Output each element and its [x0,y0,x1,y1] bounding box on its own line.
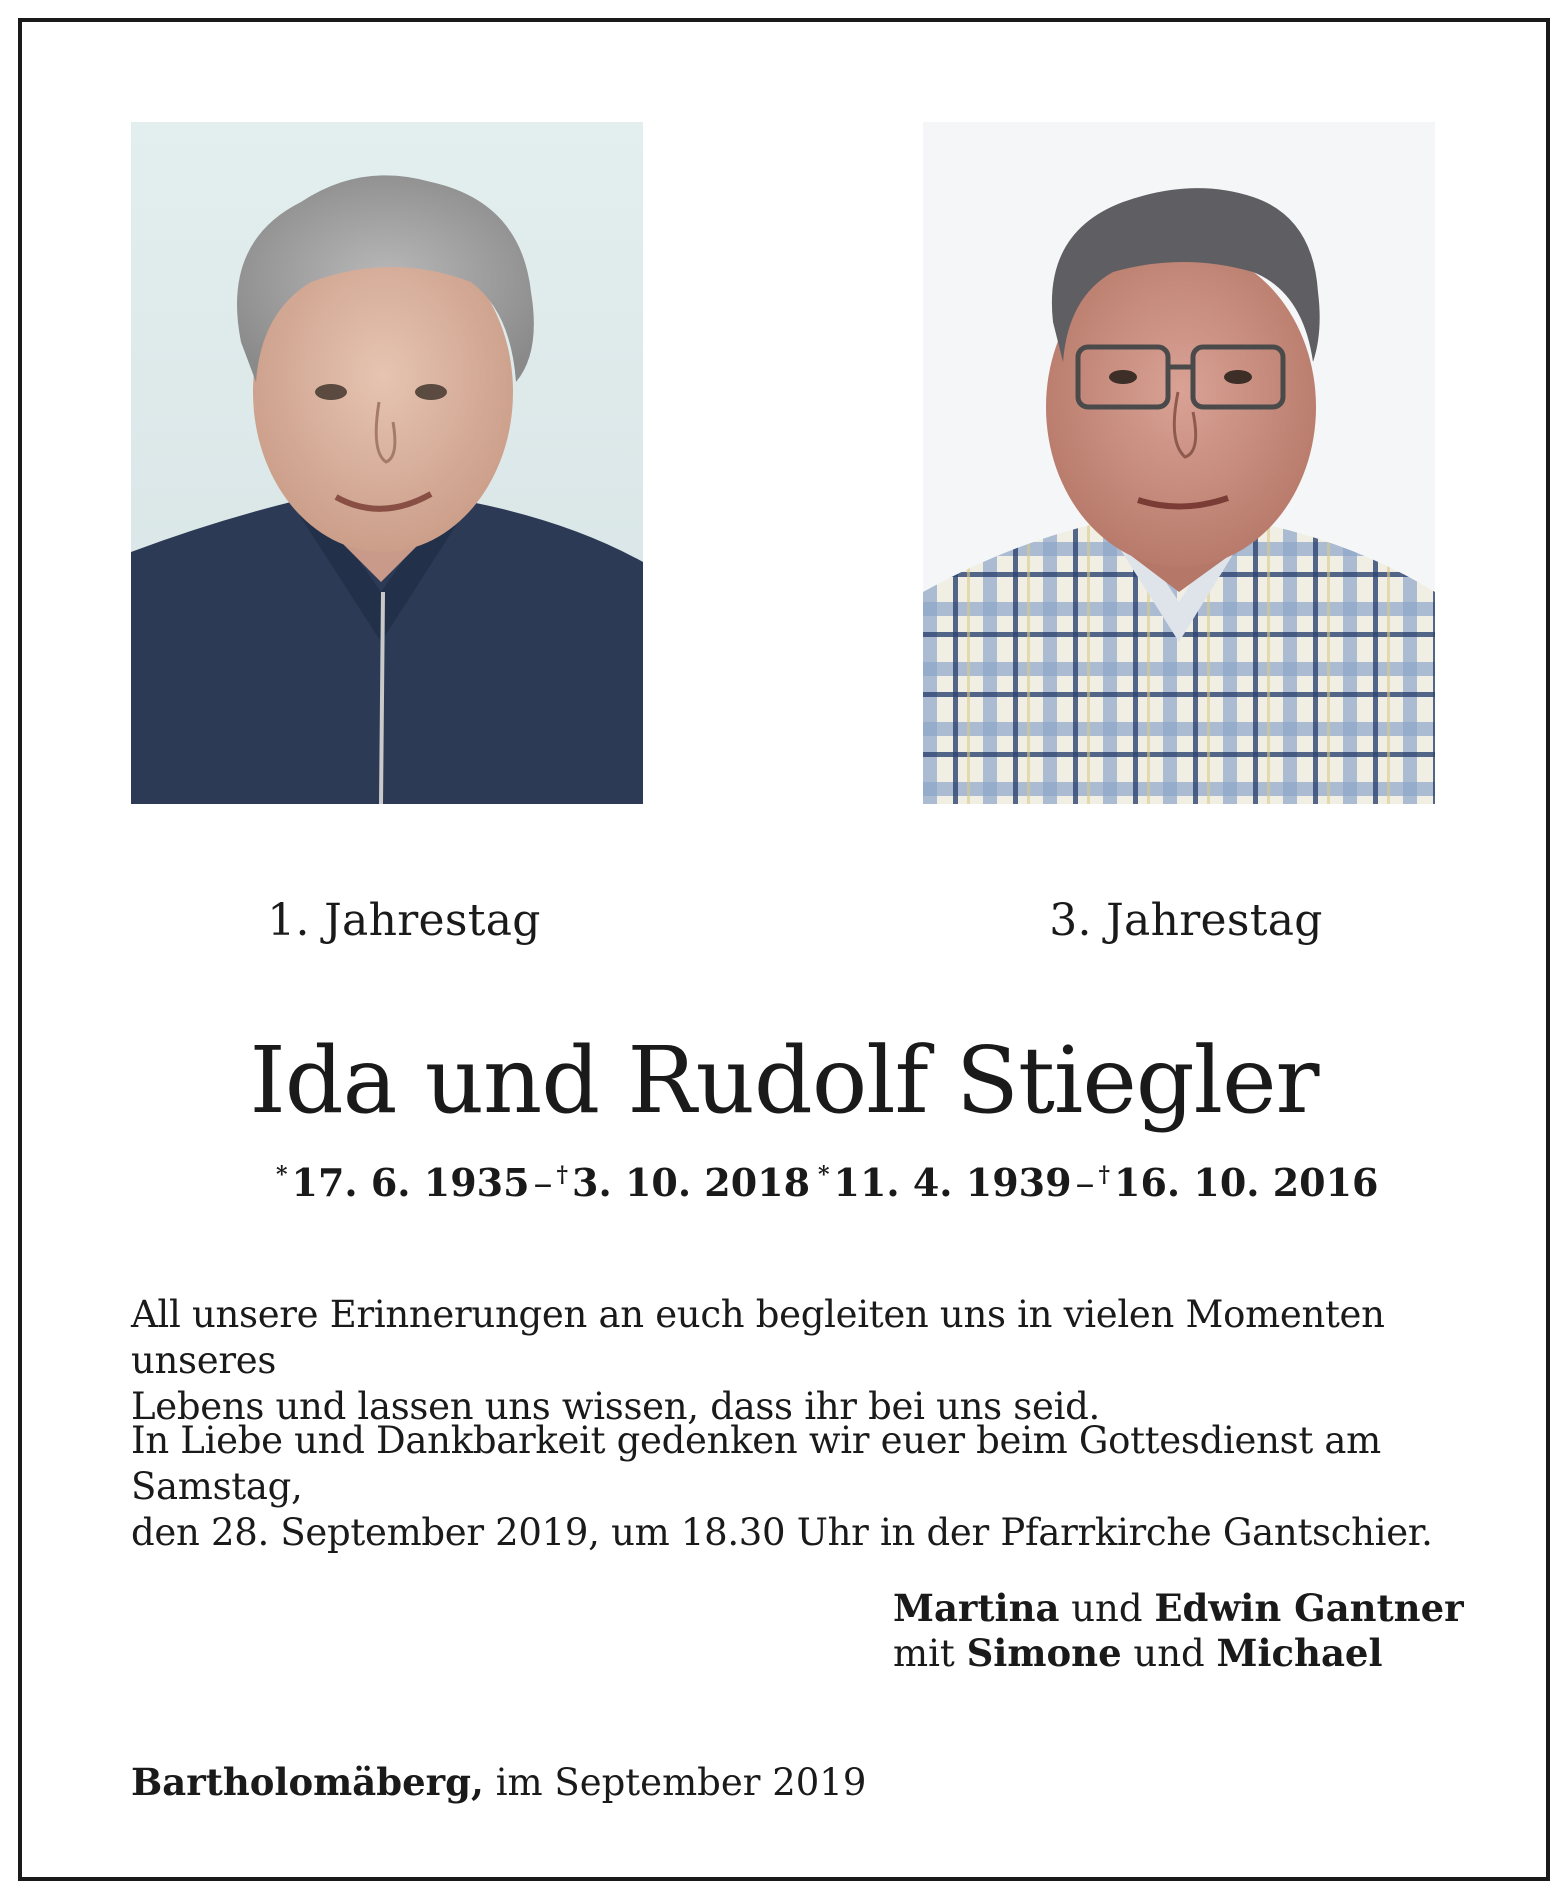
portrait-ida [131,122,643,804]
footer-place-date [131,1760,866,1804]
born-symbol: * [818,1162,830,1188]
memory-line-1: All unsere Erinnerungen an euch begleiten uns in vielen Momenten unseres [131,1293,1385,1382]
portrait-rudolf [923,122,1435,804]
born-symbol: * [276,1162,288,1188]
dates-ida [276,1160,810,1205]
deceased-names: Ida und Rudolf Stiegler [249,1027,1319,1134]
service-paragraph [131,1418,1471,1556]
footer-date: im September 2019 [495,1761,867,1804]
portrait-rudolf-image [923,122,1435,804]
portrait-ida-image [131,122,643,804]
signers-line-1 [893,1586,1464,1631]
signer-michael: Michael [1216,1631,1383,1675]
born-date: 11. 4. 1939 [833,1160,1072,1205]
anniversary-label-right: 3. Jahrestag [1049,895,1323,946]
date-separator: – [533,1161,553,1205]
footer-place: Bartholomäberg, [131,1760,484,1804]
memory-paragraph [131,1292,1471,1430]
memory-line-2: Lebens und lassen uns wissen, dass ihr bei uns seid. [131,1385,1100,1428]
died-symbol: † [1098,1162,1111,1188]
signer-edwin-gantner: Edwin Gantner [1154,1586,1464,1630]
date-separator: – [1075,1161,1095,1205]
service-line-1: In Liebe und Dankbarkeit gedenken wir euer beim Gottesdienst am Samstag, [131,1419,1381,1508]
signer-conjunction: und [1071,1587,1143,1630]
died-date: 3. 10. 2018 [572,1160,811,1205]
signers-line-2 [893,1631,1464,1676]
service-line-2: den 28. September 2019, um 18.30 Uhr in der Pfarrkirche Gantschier. [131,1511,1433,1554]
signer-with: mit [893,1632,955,1675]
died-symbol: † [556,1162,569,1188]
signers-block [893,1586,1464,1676]
signer-simone: Simone [966,1631,1122,1675]
died-date: 16. 10. 2016 [1114,1160,1379,1205]
signer-martina: Martina [893,1586,1060,1630]
anniversary-label-left: 1. Jahrestag [267,895,541,946]
dates-rudolf [818,1160,1379,1205]
signer-conjunction: und [1133,1632,1205,1675]
born-date: 17. 6. 1935 [291,1160,530,1205]
